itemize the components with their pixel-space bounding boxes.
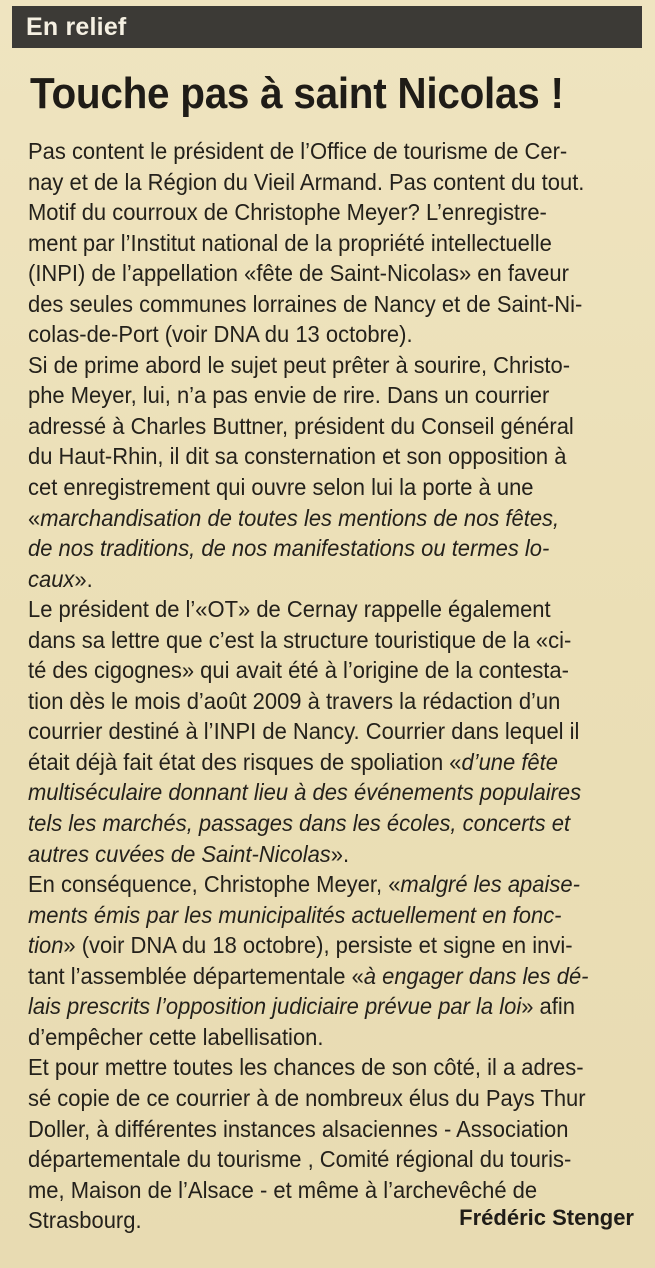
quote-italic: caux — [28, 565, 75, 592]
quote-italic: ments émis par les municipalités actuellement en fonc- — [28, 901, 562, 928]
body-line: départementale du tourisme , Comité régional du touris- — [28, 1146, 572, 1173]
body-line: «marchandisation de toutes les mentions de nos fêtes, — [28, 504, 560, 531]
body-line: sé copie de ce courrier à de nombreux élus du Pays Thur — [28, 1084, 586, 1111]
body-line: cet enregistrement qui ouvre selon lui la porte à une — [28, 474, 534, 501]
body-line: (INPI) de l’appellation «fête de Saint-Nicolas» en faveur — [28, 260, 569, 287]
rubric-label: En relief — [26, 13, 127, 41]
body-line: adressé à Charles Buttner, président du Conseil général — [28, 412, 574, 439]
quote-italic: d’une fête — [461, 748, 558, 775]
body-line: me, Maison de l’Alsace - et même à l’archevêché de — [28, 1176, 538, 1203]
body-line: des seules communes lorraines de Nancy et de Saint-Ni- — [28, 290, 583, 317]
quote-italic: multiséculaire donnant lieu à des événements populaires — [28, 779, 582, 806]
body-line — [28, 900, 612, 931]
quote-italic: lais prescrits l’opposition judiciaire prévue par la loi — [28, 993, 522, 1020]
body-line: colas-de-Port (voir DNA du 13 octobre). — [28, 321, 413, 348]
quote-italic: malgré les apaise- — [400, 871, 580, 898]
body-line: té des cigognes» qui avait été à l’origine de la contesta- — [28, 657, 569, 684]
body-line — [28, 777, 612, 808]
quote-italic: tels les marchés, passages dans les écoles, concerts et — [28, 810, 571, 837]
body-line: Pas content le président de l’Office de tourisme de Cer- — [28, 138, 568, 164]
body-line — [28, 533, 612, 564]
closing-row — [28, 1205, 640, 1236]
body-line: Motif du courroux de Christophe Meyer? L’enregistre- — [28, 199, 547, 226]
quote-italic: marchandisation de toutes les mentions de nos fêtes, — [40, 504, 560, 531]
quote-italic: tion — [28, 932, 64, 959]
quote-italic: à engager dans les dé- — [363, 962, 589, 989]
quote-italic: de nos traditions, de nos manifestations ou termes lo- — [28, 535, 550, 562]
body-line: du Haut-Rhin, il dit sa consternation et son opposition à — [28, 443, 567, 470]
article-headline: Touche pas à saint Nicolas ! — [30, 69, 564, 118]
author-signature: Frédéric Stenger — [459, 1205, 634, 1231]
body-line: tant l’assemblée départementale «à engager dans les dé- — [28, 962, 589, 989]
body-line: était déjà fait état des risques de spoliation «d’une fête — [28, 748, 558, 775]
body-line: Si de prime abord le sujet peut prêter à sourire, Christo- — [28, 351, 571, 378]
body-line: ment par l’Institut national de la propriété intellectuelle — [28, 229, 552, 256]
body-line: Le président de l’«OT» de Cernay rappelle également — [28, 596, 551, 623]
body-line: nay et de la Région du Vieil Armand. Pas content du tout. — [28, 168, 585, 195]
body-line: dans sa lettre que c’est la structure touristique de la «ci- — [28, 626, 572, 653]
body-line: d’empêcher cette labellisation. — [28, 1023, 324, 1050]
body-line: phe Meyer, lui, n’a pas envie de rire. Dans un courrier — [28, 382, 550, 409]
body-line: courrier destiné à l’INPI de Nancy. Courrier dans lequel il — [28, 718, 580, 745]
body-line: En conséquence, Christophe Meyer, «malgré les apaise- — [28, 871, 580, 898]
body-line: caux». — [28, 565, 93, 592]
quote-italic: autres cuvées de Saint-Nicolas — [28, 840, 331, 867]
body-line: tion» (voir DNA du 18 octobre), persiste et signe en invi- — [28, 932, 573, 959]
body-line — [28, 808, 612, 839]
body-line: lais prescrits l’opposition judiciaire prévue par la loi» afin — [28, 993, 575, 1020]
body-line: autres cuvées de Saint-Nicolas». — [28, 840, 350, 867]
body-line: Strasbourg. — [28, 1207, 142, 1234]
body-line: tion dès le mois d’août 2009 à travers la rédaction d’un — [28, 687, 561, 714]
body-line: Et pour mettre toutes les chances de son côté, il a adres- — [28, 1054, 584, 1081]
body-line: Doller, à différentes instances alsaciennes - Association — [28, 1115, 569, 1142]
article-body — [28, 136, 640, 1236]
